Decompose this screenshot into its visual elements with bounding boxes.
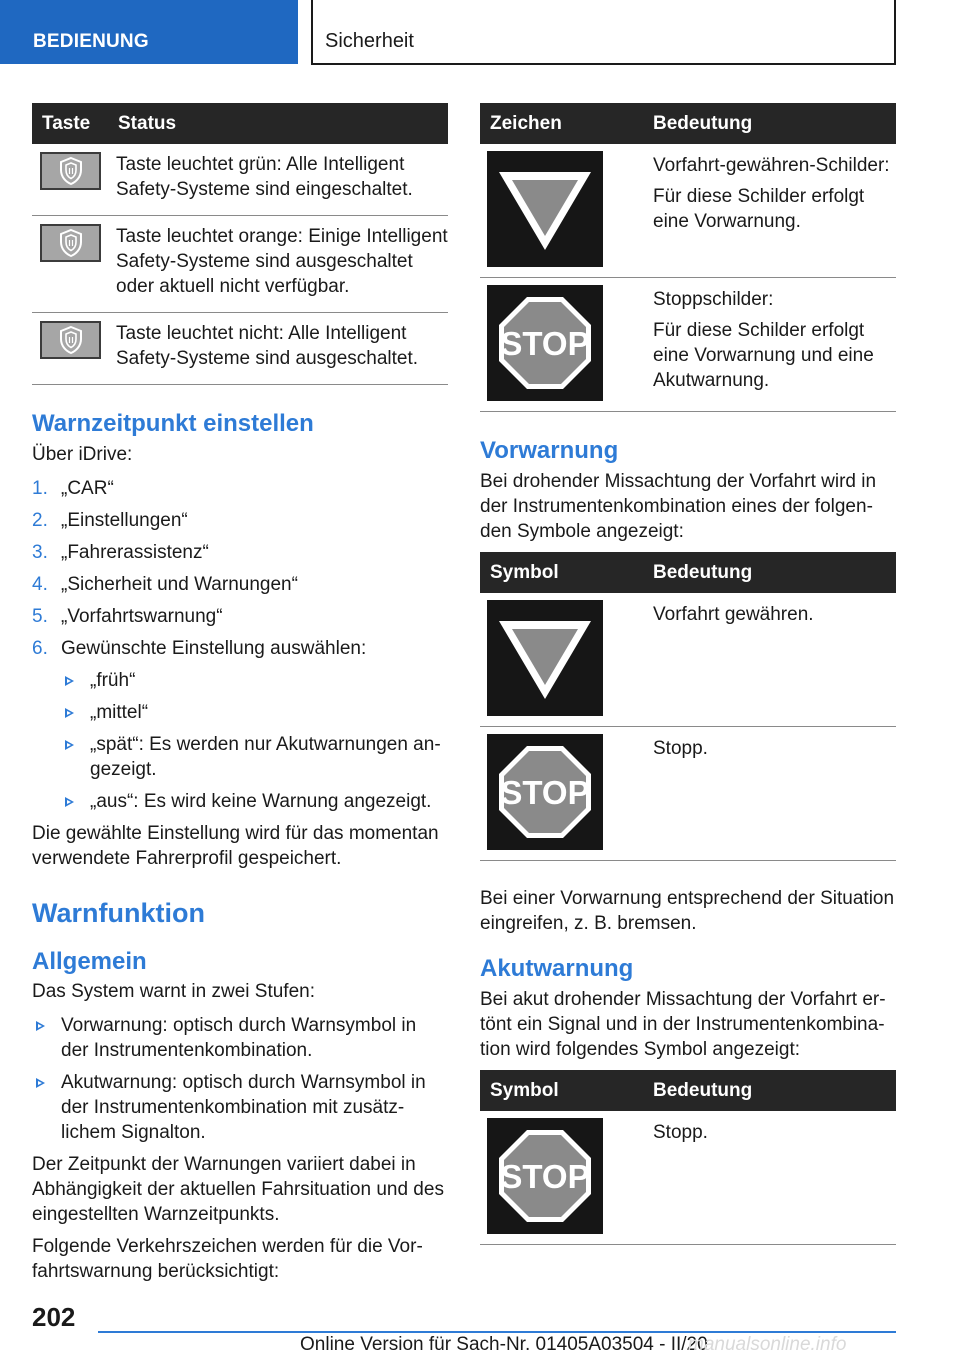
vorwarnung-action: Bei einer Vorwarnung entsprechend der Situation eingreifen, z. B. bremsen. bbox=[480, 888, 895, 934]
table-header-row bbox=[32, 103, 448, 144]
table-header-row bbox=[480, 1070, 896, 1111]
symbol-meaning: Vorfahrt gewähren. bbox=[644, 593, 896, 727]
yield-sign-icon bbox=[487, 600, 603, 716]
akutwarnung-symbol-table bbox=[480, 1070, 896, 1245]
heading-vorwarnung: Vorwarnung bbox=[480, 437, 619, 464]
symbol-meaning: Stopp. bbox=[644, 1111, 896, 1245]
table-row bbox=[480, 278, 896, 412]
list-item: 2. „Einstellungen“ bbox=[32, 510, 188, 531]
stop-sign-icon bbox=[487, 1118, 603, 1234]
watermark: manualsonline.info bbox=[688, 1334, 847, 1355]
vorwarnung-text: Bei drohender Missachtung der Vorfahrt wird in der Instrumentenkombination eines der folgenden Symbole angezeigt: bbox=[480, 471, 877, 542]
table-row bbox=[32, 313, 448, 385]
column-header-symbol: Symbol bbox=[480, 552, 644, 593]
list-item: Akutwarnung: optisch durch Warnsymbol in der Instrumentenkombination mit zusätzlichem Signalton. bbox=[32, 1070, 448, 1145]
column-header-status: Status bbox=[116, 103, 448, 144]
right-column bbox=[480, 103, 896, 1245]
table-header-row bbox=[480, 552, 896, 593]
table-row bbox=[480, 1111, 896, 1245]
list-item: 6. Gewünschte Einstellung auswählen: bbox=[32, 638, 367, 659]
timing-paragraph: Der Zeitpunkt der Warnungen variiert dabei in Abhängigkeit der aktuellen Fahrsituation und des eingestellten Warnzeitpunkts. bbox=[32, 1154, 444, 1225]
stop-sign-icon bbox=[487, 285, 603, 401]
list-item: „früh“ bbox=[61, 668, 448, 693]
column-header-zeichen: Zeichen bbox=[480, 103, 644, 144]
svg-text:STOP: STOP bbox=[500, 325, 590, 362]
list-item: 4. „Sicherheit und Warnungen“ bbox=[32, 574, 298, 595]
signs-intro: Folgende Verkehrszeichen werden für die Vorfahrtswarnung berücksichtigt: bbox=[32, 1236, 423, 1282]
vorwarnung-symbol-table bbox=[480, 552, 896, 861]
driver-assist-button-icon bbox=[40, 152, 101, 190]
table-row bbox=[32, 216, 448, 313]
yield-sign-icon bbox=[487, 151, 603, 267]
bullet-triangle-icon bbox=[65, 708, 74, 718]
traffic-signs-table bbox=[480, 103, 896, 412]
status-text: Taste leuchtet grün: Alle Intelligent Safety-Systeme sind eingeschaltet. bbox=[116, 144, 448, 216]
button-status-table bbox=[32, 103, 448, 385]
driver-assist-button-icon bbox=[40, 321, 101, 359]
column-header-bedeutung: Bedeutung bbox=[644, 1070, 896, 1111]
list-item: „mittel“ bbox=[61, 700, 448, 725]
symbol-meaning: Stopp. bbox=[644, 727, 896, 861]
bullet-triangle-icon bbox=[36, 1078, 45, 1088]
svg-text:STOP: STOP bbox=[500, 1158, 590, 1195]
driver-assist-button-icon bbox=[40, 224, 101, 262]
heading-allgemein: Allgemein bbox=[32, 948, 147, 975]
status-text: Taste leuchtet orange: Einige Intelligent Safety-Systeme sind ausgeschaltet oder aktuell nicht verfügbar. bbox=[116, 216, 448, 313]
status-text: Taste leuchtet nicht: Alle Intelligent Safety-Systeme sind ausgeschaltet. bbox=[116, 313, 448, 385]
bullet-triangle-icon bbox=[65, 740, 74, 750]
setting-options bbox=[32, 668, 448, 814]
stop-sign-icon bbox=[487, 734, 603, 850]
sign-meaning: Vorfahrt-gewähren-Schilder: bbox=[653, 155, 890, 176]
list-item: Vorwarnung: optisch durch Warnsymbol in der Instrumentenkombination. bbox=[32, 1013, 448, 1063]
column-header-symbol: Symbol bbox=[480, 1070, 644, 1111]
table-row bbox=[480, 144, 896, 278]
sign-meaning: Stoppschilder: bbox=[653, 289, 774, 310]
chapter-title: BEDIENUNG bbox=[33, 31, 149, 52]
heading-akutwarnung: Akutwarnung bbox=[480, 955, 634, 982]
profile-note: Die gewählte Einstellung wird für das momentan verwendete Fahrerprofil gespeichert. bbox=[32, 823, 439, 869]
table-row bbox=[32, 144, 448, 216]
akutwarnung-text: Bei akut drohender Missachtung der Vorfahrt ertönt ein Signal und in der Instrumentenkombination wird folgendes Symbol angezeigt: bbox=[480, 989, 886, 1060]
idrive-steps bbox=[32, 476, 448, 661]
sign-meaning: Für diese Schilder erfolgt eine Vorwarnung und eine Akutwarnung. bbox=[653, 320, 874, 391]
table-header-row bbox=[480, 103, 896, 144]
idrive-intro: Über iDrive: bbox=[32, 444, 133, 465]
list-item: 3. „Fahrerassistenz“ bbox=[32, 542, 209, 563]
chapter-tab bbox=[0, 0, 298, 64]
list-item: „aus“: Es wird keine Warnung angezeigt. bbox=[61, 789, 448, 814]
table-row bbox=[480, 593, 896, 727]
section-title: Sicherheit bbox=[325, 30, 414, 52]
left-column bbox=[32, 103, 448, 1291]
footer-divider bbox=[98, 1331, 896, 1333]
warning-stages bbox=[32, 1013, 448, 1145]
table-row bbox=[480, 727, 896, 861]
svg-text:STOP: STOP bbox=[500, 774, 590, 811]
bullet-triangle-icon bbox=[65, 676, 74, 686]
online-version-text: Online Version für Sach-Nr. 01405A03504 - II/20 bbox=[300, 1334, 708, 1355]
list-item: 1. „CAR“ bbox=[32, 478, 114, 499]
stages-intro: Das System warnt in zwei Stufen: bbox=[32, 981, 315, 1002]
column-header-bedeutung: Bedeutung bbox=[644, 552, 896, 593]
list-item: 5. „Vorfahrtswarnung“ bbox=[32, 606, 223, 627]
heading-warnzeitpunkt: Warnzeitpunkt einstellen bbox=[32, 410, 314, 437]
column-header-taste: Taste bbox=[32, 103, 116, 144]
bullet-triangle-icon bbox=[36, 1021, 45, 1031]
sign-meaning: Für diese Schilder erfolgt eine Vorwarnung. bbox=[653, 186, 865, 232]
bullet-triangle-icon bbox=[65, 797, 74, 807]
heading-warnfunktion: Warnfunktion bbox=[32, 898, 205, 928]
section-header bbox=[311, 0, 896, 65]
list-item: „spät“: Es werden nur Akutwarnungen angezeigt. bbox=[61, 732, 448, 782]
page-number: 202 bbox=[32, 1302, 76, 1332]
column-header-bedeutung: Bedeutung bbox=[644, 103, 896, 144]
